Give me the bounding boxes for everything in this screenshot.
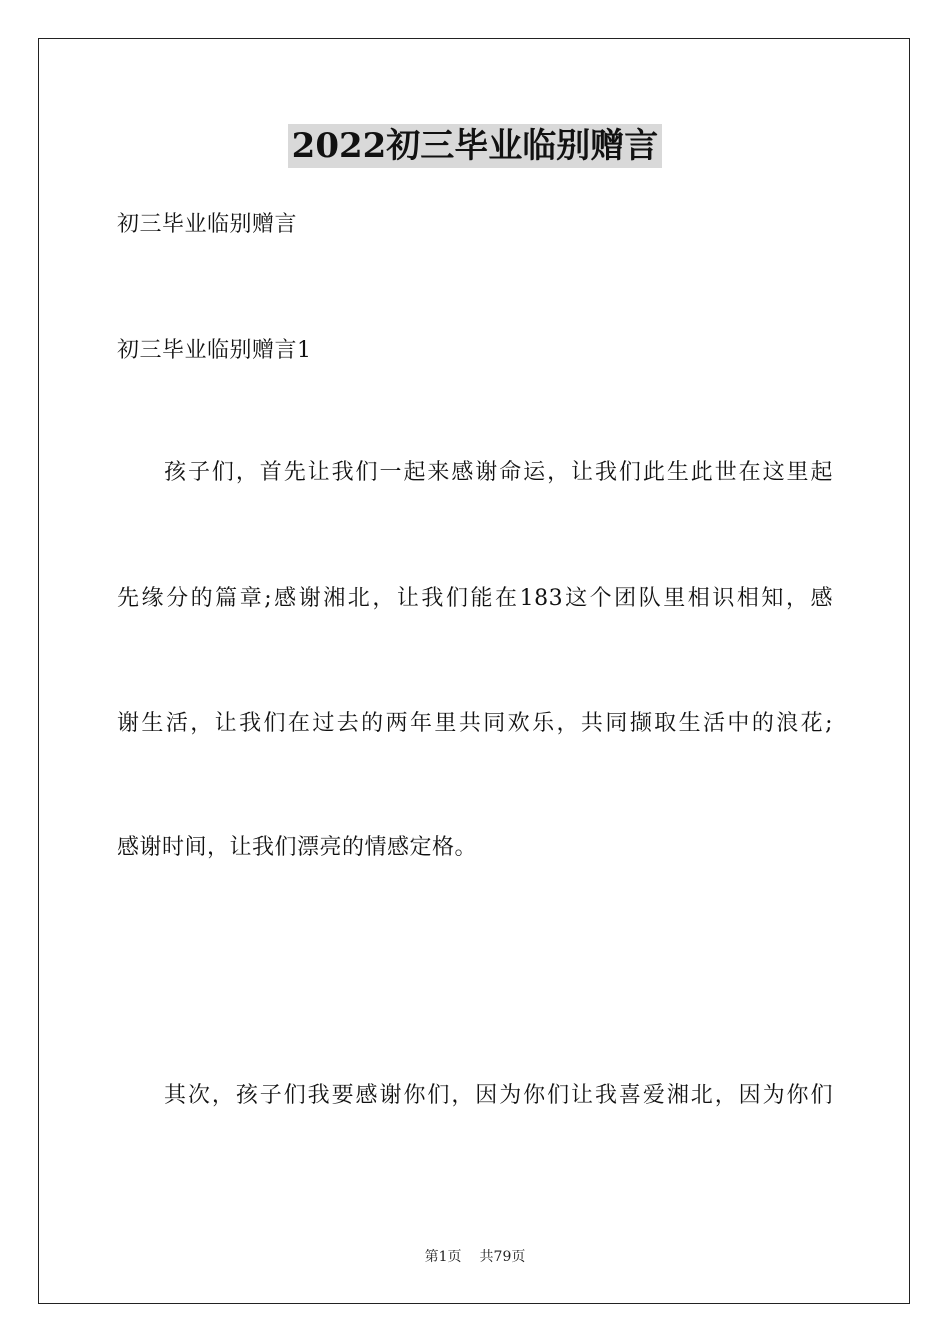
paragraph-line-4: 感谢时间，让我们漂亮的情感定格。 [117,835,478,860]
page-footer [0,1248,950,1266]
document-title: 2022初三毕业临别赠言 [288,124,663,168]
paragraph-line-5: 其次，孩子们我要感谢你们，因为你们让我喜爱湘北，因为你们 [164,1083,833,1108]
document-subtitle: 初三毕业临别赠言 [117,212,298,237]
paragraph-line-2: 先缘分的篇章;感谢湘北，让我们能在183这个团队里相识相知，感 [117,586,833,611]
section-heading: 初三毕业临别赠言1 [117,338,312,363]
paragraph-line-1: 孩子们，首先让我们一起来感谢命运，让我们此生此世在这里起 [164,460,833,485]
title-block [0,124,950,168]
paragraph-line-3: 谢生活，让我们在过去的两年里共同欢乐，共同撷取生活中的浪花; [117,711,833,736]
total-pages: 共79页 [479,1249,526,1265]
page-number: 第1页 [424,1249,462,1265]
